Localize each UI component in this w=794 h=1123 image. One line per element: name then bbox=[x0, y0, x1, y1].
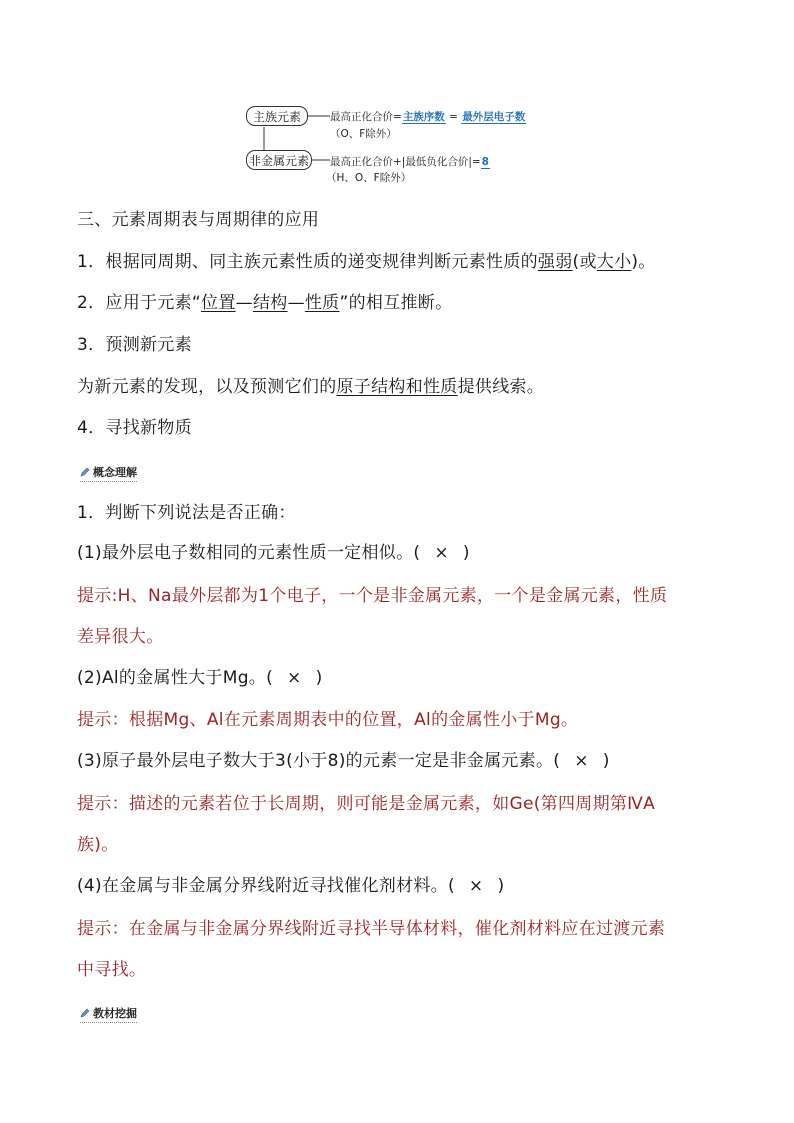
item-1-underline-strength: 强弱 bbox=[537, 252, 573, 272]
question-intro: 1．判断下列说法是否正确： bbox=[77, 503, 296, 523]
row2-formula bbox=[330, 154, 490, 169]
question-1-mark: × bbox=[434, 543, 449, 563]
row1-answer-valence-electrons: 最外层电子数 bbox=[462, 111, 526, 123]
row1-formula bbox=[330, 109, 526, 124]
item-3-desc-underline: 原子结构和性质 bbox=[336, 377, 458, 397]
item-1-text-b: (或 bbox=[572, 252, 597, 272]
item-3-desc-text-b: 提供线索。 bbox=[457, 377, 545, 397]
valence-diagram bbox=[244, 104, 574, 192]
item-1-text-c: )。 bbox=[631, 252, 656, 272]
question-1 bbox=[77, 541, 470, 565]
hint-2: 提示：根据Mg、Al在元素周期表中的位置，Al的金属性小于Mg。 bbox=[77, 710, 579, 730]
row1-text: 最高正化合价= bbox=[330, 111, 402, 123]
item-1-text: 1．根据同周期、同主族元素性质的递变规律判断元素性质的 bbox=[77, 252, 538, 272]
row2-text: 最高正化合价+|最低负化合价|= bbox=[330, 156, 481, 168]
hint-3-line-1: 提示：描述的元素若位于长周期，则可能是金属元素，如Ge(第四周期第ⅣA bbox=[77, 794, 656, 814]
question-4 bbox=[77, 874, 504, 898]
item-2-underline-property: 性质 bbox=[304, 293, 340, 313]
item-2-text: 2．应用于元素“ bbox=[77, 293, 202, 313]
pen-icon bbox=[80, 467, 90, 477]
textbook-mining-tag bbox=[80, 1005, 137, 1023]
item-2-text-b: ”的相互推断。 bbox=[339, 293, 453, 313]
question-4-text: (4)在金属与非金属分界线附近寻找催化剂材料。( bbox=[77, 876, 455, 896]
question-2 bbox=[77, 666, 323, 690]
item-3-desc bbox=[77, 375, 544, 399]
concept-understanding-label: 概念理解 bbox=[93, 466, 137, 479]
item-2 bbox=[77, 291, 452, 315]
item-1 bbox=[77, 250, 656, 274]
question-3-end: ) bbox=[602, 751, 610, 771]
question-4-mark: × bbox=[468, 876, 484, 896]
item-2-dash-2: — bbox=[287, 293, 305, 313]
row1-note: （O、F除外） bbox=[330, 128, 397, 140]
item-4: 4．寻找新物质 bbox=[77, 418, 192, 438]
question-3-mark: × bbox=[574, 751, 589, 771]
item-3: 3．预测新元素 bbox=[77, 335, 192, 355]
question-1-text: (1)最外层电子数相同的元素性质一定相似。( bbox=[77, 543, 421, 563]
section-title: 三、元素周期表与周期律的应用 bbox=[77, 210, 320, 230]
hint-4-line-1: 提示：在金属与非金属分界线附近寻找半导体材料，催化剂材料应在过渡元素 bbox=[77, 919, 666, 939]
question-1-end: ) bbox=[462, 543, 470, 563]
item-1-underline-size: 大小 bbox=[596, 252, 632, 272]
main-group-box: 主族元素 bbox=[246, 106, 308, 126]
item-2-underline-position: 位置 bbox=[201, 293, 236, 313]
question-3 bbox=[77, 749, 610, 773]
question-3-text: (3)原子最外层电子数大于3(小于8)的元素一定是非金属元素。( bbox=[77, 751, 561, 771]
textbook-mining-label: 教材挖掘 bbox=[93, 1007, 137, 1020]
row1-equals: = bbox=[449, 111, 458, 123]
question-2-text: (2)Al的金属性大于Mg。( bbox=[77, 668, 274, 688]
row2-answer: 8 bbox=[481, 156, 489, 168]
question-2-end: ) bbox=[315, 668, 323, 688]
question-4-end: ) bbox=[497, 876, 505, 896]
hint-4-line-2: 中寻找。 bbox=[77, 960, 147, 980]
item-2-dash-1: — bbox=[235, 293, 253, 313]
hint-1-line-1: 提示:H、Na最外层都为1个电子，一个是非金属元素，一个是金属元素，性质 bbox=[77, 586, 668, 606]
row2-note: （H、O、F除外） bbox=[326, 172, 412, 184]
nonmetal-box: 非金属元素 bbox=[246, 150, 312, 170]
item-3-desc-text: 为新元素的发现，以及预测它们的 bbox=[77, 377, 337, 397]
pen-icon bbox=[80, 1008, 90, 1018]
concept-understanding-tag bbox=[80, 464, 137, 482]
hint-3-line-2: 族)。 bbox=[77, 835, 119, 855]
question-2-mark: × bbox=[287, 668, 302, 688]
hint-1-line-2: 差异很大。 bbox=[77, 627, 164, 647]
row1-answer-group-number: 主族序数 bbox=[402, 111, 445, 123]
item-2-underline-structure: 结构 bbox=[252, 293, 288, 313]
